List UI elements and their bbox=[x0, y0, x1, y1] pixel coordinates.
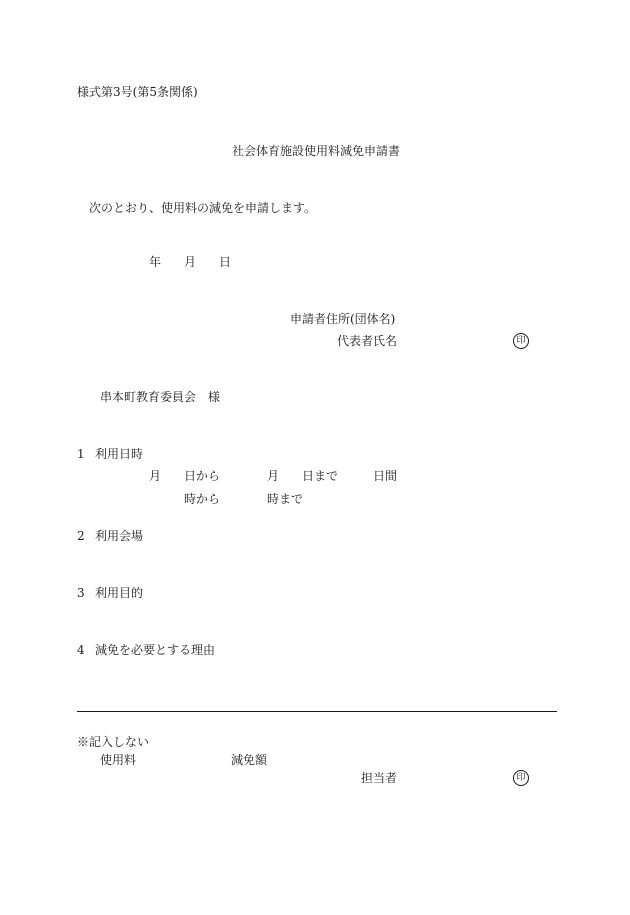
usage-to-time: 時まで bbox=[267, 492, 304, 506]
person-in-charge-label: 担当者 bbox=[361, 771, 398, 785]
item-2-number: 2 bbox=[77, 529, 85, 543]
usage-to-day: 日まで bbox=[302, 469, 339, 483]
date-day: 日 bbox=[219, 255, 232, 269]
usage-day-count: 日間 bbox=[373, 469, 398, 483]
intro-text: 次のとおり、使用料の減免を申請します。 bbox=[89, 201, 317, 215]
form-number: 様式第3号(第5条関係) bbox=[77, 85, 198, 99]
applicant-seal-icon: 印 bbox=[513, 333, 529, 349]
item-4-number: 4 bbox=[77, 643, 85, 657]
usage-to-month: 月 bbox=[267, 469, 280, 483]
item-3-number: 3 bbox=[77, 586, 85, 600]
item-3-label: 利用目的 bbox=[95, 586, 144, 600]
usage-from-time: 時から bbox=[184, 492, 221, 506]
office-use-note: ※記入しない bbox=[77, 735, 150, 749]
item-4-label: 減免を必要とする理由 bbox=[95, 643, 216, 657]
item-1-number: 1 bbox=[77, 447, 85, 461]
item-1-label: 利用日時 bbox=[95, 447, 144, 461]
usage-from-month: 月 bbox=[149, 469, 162, 483]
usage-fee-label: 使用料 bbox=[100, 753, 137, 767]
applicant-address-label: 申請者住所(団体名) bbox=[290, 312, 396, 326]
item-2-label: 利用会場 bbox=[95, 529, 144, 543]
usage-from-day: 日から bbox=[184, 469, 221, 483]
addressee: 串本町教育委員会 様 bbox=[100, 390, 221, 404]
date-year: 年 bbox=[149, 255, 162, 269]
representative-name-label: 代表者氏名 bbox=[337, 334, 398, 348]
document-title: 社会体育施設使用料減免申請書 bbox=[232, 144, 401, 158]
date-month: 月 bbox=[184, 255, 197, 269]
reduction-amount-label: 減免額 bbox=[231, 753, 268, 767]
office-use-divider bbox=[77, 711, 557, 712]
staff-seal-icon: 印 bbox=[513, 770, 529, 786]
